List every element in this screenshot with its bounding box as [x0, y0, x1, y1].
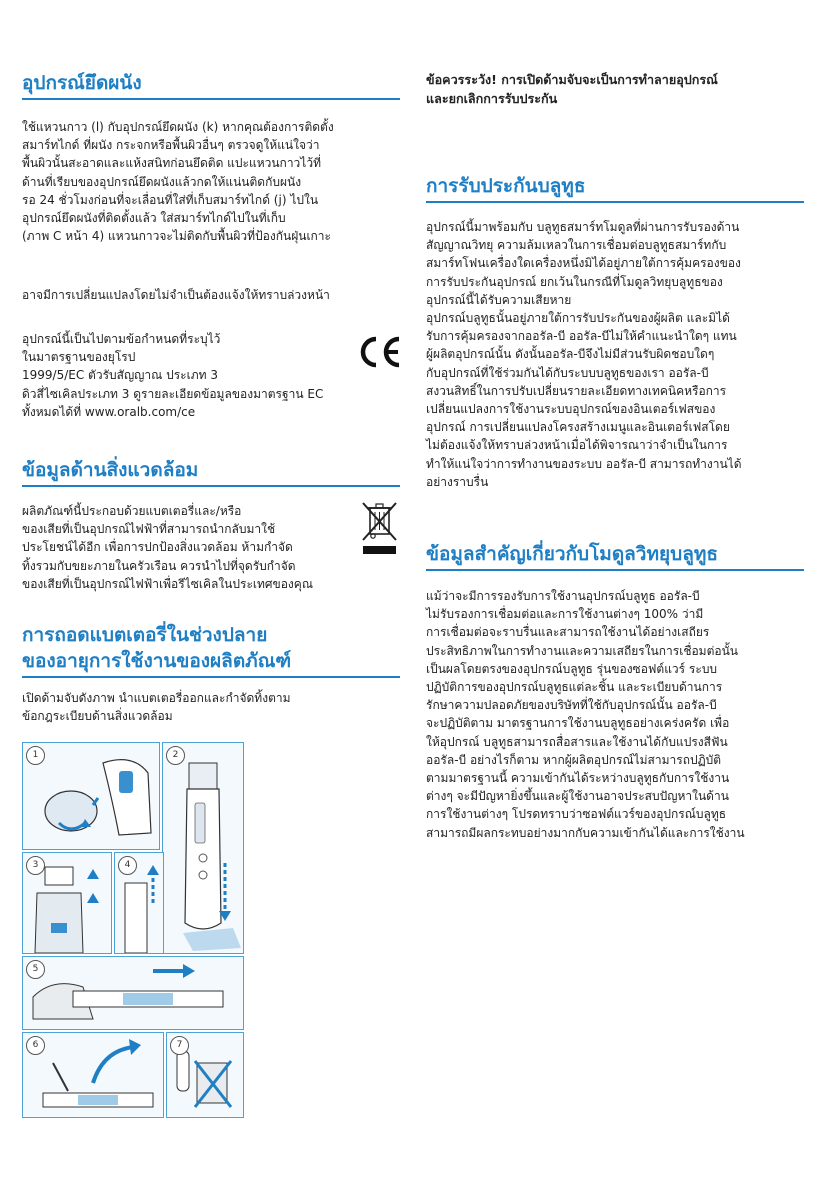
figure-step-2	[162, 742, 244, 954]
wall-mount-heading: อุปกรณ์ยึดผนัง	[22, 70, 400, 100]
figure-step-7	[166, 1032, 244, 1118]
ce-mark-icon	[357, 335, 402, 369]
figure-step-4	[114, 852, 164, 954]
figure-step-label: 2	[166, 746, 185, 765]
wall-mount-text: ใช้แหวนกาว (l) กับอุปกรณ์ยึดผนัง (k) หากคุณต้องการติดตั้ง สมาร์ทไกด์ ที่ผนัง กระจกหรือพื้นผิวอื่นๆ ตรวจดูให้แน่ใจว่า พื้นผิวนั้นสะอาดและแห้งสนิทก่อนยึดติด แปะแหวนกาวไว้ที่ ด้านที่เรียบของอุปกรณ์ยึดผนังแล้วกดให้แน่นติดกับผนัง รอ 24 ชั่วโมงก่อนที่จะเลื่อนที่ใส่ที่เก็บสมาร์ทไกด์ (j) ไปใน อุปกรณ์ยึดผนังที่ติดตั้งแล้ว ใส่สมาร์ทไกด์ไปในที่เก็บ (ภาพ C หน้า 4) แหวนกาวจะไม่ติดกับพื้นผิวที่ป้องกันฝุ่นเกาะ	[22, 120, 334, 244]
figure-step-6	[22, 1032, 164, 1118]
figure-step-label: 5	[26, 960, 45, 979]
bluetooth-warranty-text: อุปกรณ์นี้มาพร้อมกับ บลูทูธสมาร์ทโมดูลที่ผ่านการรับรองด้าน สัญญาณวิทยุ ความล้มเหลวในการเชื่อมต่อบลูทูธสมาร์ทกับ สมาร์ทโฟนเครื่องใดเครื่องหนึ่งมิได้อยู่ภายใต้การคุ้มครองของ การรับประกันอุปกรณ์ ยกเว้นในกรณีที่โมดูลวิทยุบลูทูธของ อุปกรณ์นี้ได้รับความเสียหาย อุปกรณ์บลูทูธนั้นอยู่ภายใต้การรับประกันของผู้ผลิต และมิได้ รับการคุ้มครองจากออรัล-บี ออรัล-บีไม่ให้คำแนะนำใดๆ แทน ผู้ผลิตอุปกรณ์นั้น ดังนั้นออรัล-บีจึงไม่มีส่วนรับผิดชอบใดๆ กับอุปกรณ์ที่ใช้ร่วมกันได้กับระบบบลูทูธของเรา ออรัล-บี สงวนสิทธิ์ในการปรับเปลี่ยนรายละเอียดทางเทคนิคหรือการ เปลี่ยนแปลงการใช้งานระบบอุปกรณ์ของอินเตอร์เฟสของ อุปกรณ์ การเปลี่ยนแปลงโครงสร้างเมนูและอินเตอร์เฟสโดย ไม่ต้องแจ้งให้ทราบล่วงหน้าเมื่อได้พิจารณาว่าจำเป็นในการ ทำให้แน่ใจว่าการทำงานของระบบ ออรัล-บี สามารถทำงานได้ อย่างราบรื่น	[426, 220, 742, 489]
figure-step-3	[22, 852, 112, 954]
crossed-bin-icon	[360, 500, 400, 556]
handle-upright-illustration	[163, 743, 243, 953]
slide-out-illustration	[23, 957, 243, 1029]
figure-step-1	[22, 742, 160, 850]
figure-step-label: 1	[26, 746, 45, 765]
figure-step-5	[22, 956, 244, 1030]
environment-heading: ข้อมูลด้านสิ่งแวดล้อม	[22, 457, 400, 487]
ce-text: อุปกรณ์นี้เป็นไปตามข้อกำหนดที่ระบุไว้ ในมาตรฐานของยุโรป 1999/5/EC ตัวรับสัญญาณ ประเภท 3 ดิวสี่ไซเคิลประเภท 3 ดูรายละเอียดข้อมูลของมาตรฐาน EC ทั้งหมดได้ที่ www.oralb.com/ce	[22, 332, 324, 419]
figure-step-label: 7	[170, 1036, 189, 1055]
bluetooth-module-text: แม้ว่าจะมีการรองรับการใช้งานอุปกรณ์บลูทูธ ออรัล-บี ไม่รับรองการเชื่อมต่อและการใช้งานต่างๆ 100% ว่ามี การเชื่อมต่อจะราบรื่นและสามารถใช้งานได้อย่างเสถียร ประสิทธิภาพในการทำงานและความเสถียรในการเชื่อมต่อนั้น เป็นผลโดยตรงของอุปกรณ์บลูทูธ รุ่นของซอฟต์แวร์ ระบบ ปฏิบัติการของอุปกรณ์บลูทูธแต่ละชิ้น และระเบียบด้านการ รักษาความปลอดภัยของบริษัทที่ใช้กับอุปกรณ์นั้น ออรัล-บี จะปฏิบัติตาม มาตรฐานการใช้งานบลูทูธอย่างเคร่งครัด เพื่อ ให้อุปกรณ์ บลูทูธสามารถสื่อสารและใช้งานได้กับแปรงสีฟัน ออรัล-บี อย่างไรก็ตาม หากผู้ผลิตอุปกรณ์ไม่สามารถปฏิบัติ ตามมาตรฐานนี้ ความเข้ากันได้ระหว่างบลูทูธกับการใช้งาน ต่างๆ จะมีปัญหายิ่งขึ้นและผู้ใช้งานอาจประสบปัญหาในด้าน การใช้งานต่างๆ โปรดทราบว่าซอฟต์แวร์ของอุปกรณ์บลูทูธ สามารถมีผลกระทบอย่างมากกับความเข้ากันได้และการใช้งาน	[426, 589, 745, 840]
figure-step-label: 4	[118, 856, 137, 875]
warning-text: ข้อควรระวัง! การเปิดด้ามจับจะเป็นการทำลายอุปกรณ์ และยกเลิกการรับประกัน	[426, 72, 718, 106]
battery-removal-text: เปิดด้ามจับดังภาพ นำแบตเตอรี่ออกและกำจัดทิ้งตาม ข้อกฎระเบียบด้านสิ่งแวดล้อม	[22, 691, 291, 724]
figure-step-label: 6	[26, 1036, 45, 1055]
environment-text: ผลิตภัณฑ์นี้ประกอบด้วยแบตเตอรี่และ/หรือ ของเสียที่เป็นอุปกรณ์ไฟฟ้าที่สามารถนำกลับมาใช้ ประโยชน์ได้อีก เพื่อการปกป้องสิ่งแวดล้อม ห้ามกำจัด ทิ้งรวมกับขยะภายในครัวเรือน ควรนำไปที่จุดรับกำจัด ของเสียที่เป็นอุปกรณ์ไฟฟ้าเพื่อรีไซเคิลในประเทศของคุณ	[22, 504, 313, 591]
bluetooth-module-heading: ข้อมูลสำคัญเกี่ยวกับโมดูลวิทยุบลูทูธ	[426, 541, 804, 571]
battery-removal-heading: การถอดแบตเตอรี่ในช่วงปลาย ของอายุการใช้งานของผลิตภัณฑ์	[22, 622, 400, 678]
change-notice: อาจมีการเปลี่ยนแปลงโดยไม่จำเป็นต้องแจ้งให้ทราบล่วงหน้า	[22, 288, 330, 302]
bluetooth-warranty-heading: การรับประกันบลูทูธ	[426, 173, 804, 203]
figure-step-label: 3	[26, 856, 45, 875]
